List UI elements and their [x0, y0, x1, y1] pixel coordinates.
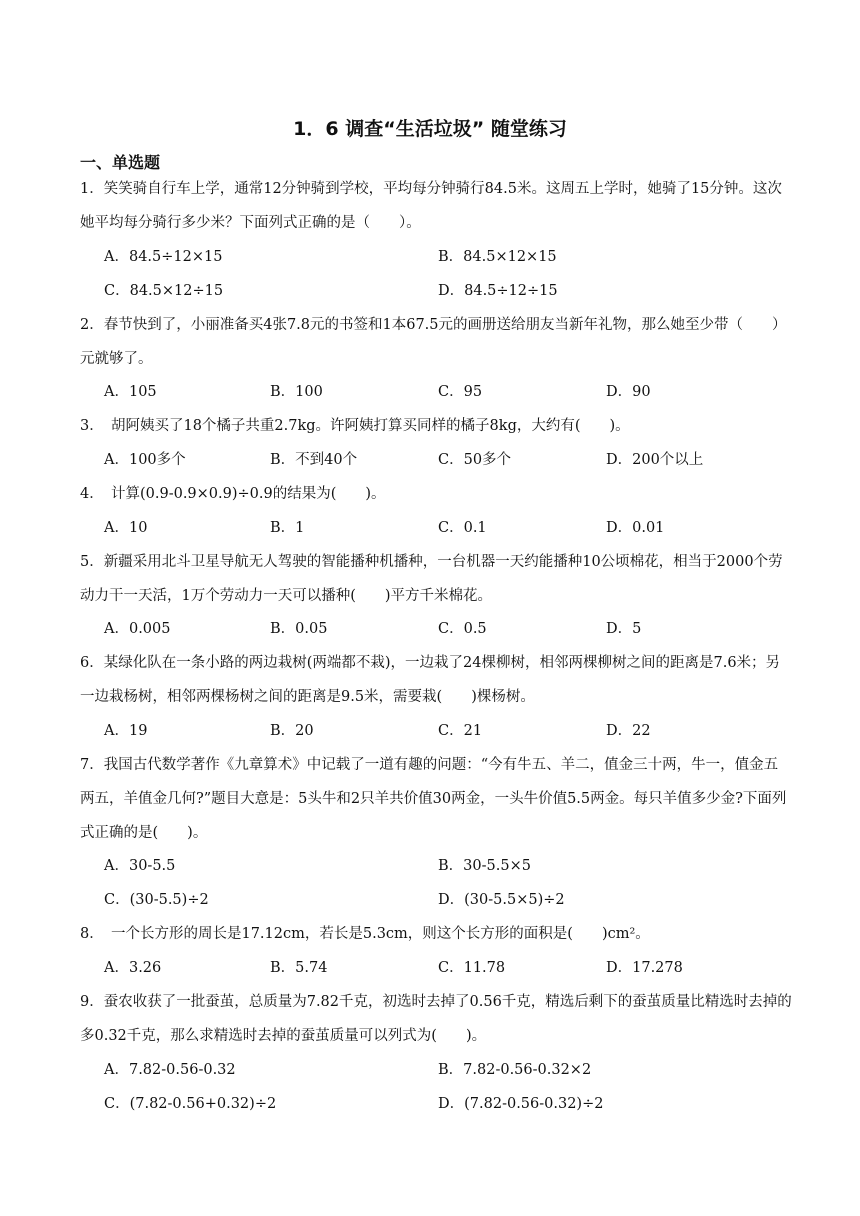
option-a: A．30-5.5 — [104, 858, 176, 874]
options-7b — [104, 883, 794, 917]
option-b: B．5.74 — [270, 960, 328, 976]
option-b: B．20 — [270, 723, 314, 739]
options-6 — [104, 714, 794, 748]
option-b: B．不到40个 — [270, 452, 358, 468]
option-d: D．22 — [606, 723, 651, 739]
option-c: C．11.78 — [438, 960, 506, 976]
question-8: 8． 一个长方形的周长是17.12cm，若长是5.3cm，则这个长方形的面积是( )cm²。 — [80, 926, 650, 942]
question-6: 6．某绿化队在一条小路的两边栽树(两端都不栽)，一边栽了24棵柳树，相邻两棵柳树之间的距离是7.6米；另一边栽杨树，相邻两棵杨树之间的距离是9.5米，需要栽( )棵杨树。 — [80, 655, 781, 705]
options-9 — [104, 1053, 794, 1087]
option-c: C．0.5 — [438, 621, 487, 637]
question-7: 7．我国古代数学著作《九章算术》中记载了一道有趣的问题：“今有牛五、羊二，值金三十两，牛一，值金五两五，羊值金几何?”题目大意是：5头牛和2只羊共价值30两金，一头牛价值5.5两金。每只羊值多少金?下面列式正确的是( )。 — [80, 757, 787, 841]
page-title: 1．6 调查“生活垃圾” 随堂练习 — [293, 118, 567, 140]
question-9: 9．蚕农收获了一批蚕茧，总质量为7.82千克，初选时去掉了0.56千克，精选后剩下的蚕茧质量比精选时去掉的多0.32千克，那么求精选时去掉的蚕茧质量可以列式为( )。 — [80, 994, 792, 1044]
option-b: B．7.82-0.56-0.32×2 — [438, 1062, 592, 1078]
option-d: D．90 — [606, 384, 651, 400]
option-b: B．0.05 — [270, 621, 328, 637]
options-7 — [104, 849, 794, 883]
option-b: B．30-5.5×5 — [438, 858, 531, 874]
question-1: 1．笑笑骑自行车上学，通常12分钟骑到学校，平均每分钟骑行84.5米。这周五上学时，她骑了15分钟。这次她平均每分骑行多少米？下面列式正确的是（ ）。 — [80, 181, 782, 231]
question-5: 5．新疆采用北斗卫星导航无人驾驶的智能播种机播种，一台机器一天约能播种10公顷棉花，相当于2000个劳动力干一天活，1万个劳动力一天可以播种( )平方千米棉花。 — [80, 554, 783, 604]
options-1b — [104, 274, 794, 308]
question-3: 3． 胡阿姨买了18个橘子共重2.7kg。许阿姨打算买同样的橘子8kg，大约有( )。 — [80, 418, 630, 434]
question-2: 2．春节快到了，小丽准备买4张7.8元的书签和1本67.5元的画册送给朋友当新年礼物，那么她至少带（ ）元就够了。 — [80, 317, 787, 367]
option-d: D．0.01 — [606, 520, 665, 536]
option-d: D．(30-5.5×5)÷2 — [438, 892, 565, 908]
option-c: C．95 — [438, 384, 483, 400]
option-c: C．84.5×12÷15 — [104, 283, 224, 299]
option-c: C．50多个 — [438, 452, 512, 468]
option-a: A．0.005 — [104, 621, 171, 637]
option-a: A．10 — [104, 520, 148, 536]
option-b: B．1 — [270, 520, 305, 536]
options-9b — [104, 1087, 794, 1121]
options-1 — [104, 240, 794, 274]
question-4: 4． 计算(0.9-0.9×0.9)÷0.9的结果为( )。 — [80, 486, 386, 502]
options-2 — [104, 375, 794, 409]
option-d: D．17.278 — [606, 960, 683, 976]
option-c: C．(30-5.5)÷2 — [104, 892, 209, 908]
option-d: D．84.5÷12÷15 — [438, 283, 558, 299]
option-a: A．105 — [104, 384, 157, 400]
option-d: D．200个以上 — [606, 452, 704, 468]
options-4 — [104, 511, 794, 545]
options-8 — [104, 951, 794, 985]
section-heading: 一、单选题 — [80, 153, 161, 172]
option-b: B．84.5×12×15 — [438, 249, 557, 265]
option-c: C．0.1 — [438, 520, 487, 536]
option-b: B．100 — [270, 384, 323, 400]
option-a: A．19 — [104, 723, 148, 739]
option-a: A．100多个 — [104, 452, 186, 468]
option-a: A．3.26 — [104, 960, 162, 976]
option-a: A．7.82-0.56-0.32 — [104, 1062, 236, 1078]
options-5 — [104, 612, 794, 646]
option-d: D．(7.82-0.56-0.32)÷2 — [438, 1096, 604, 1112]
option-a: A．84.5÷12×15 — [104, 249, 223, 265]
options-3 — [104, 443, 794, 477]
option-d: D．5 — [606, 621, 642, 637]
option-c: C．21 — [438, 723, 483, 739]
option-c: C．(7.82-0.56+0.32)÷2 — [104, 1096, 277, 1112]
